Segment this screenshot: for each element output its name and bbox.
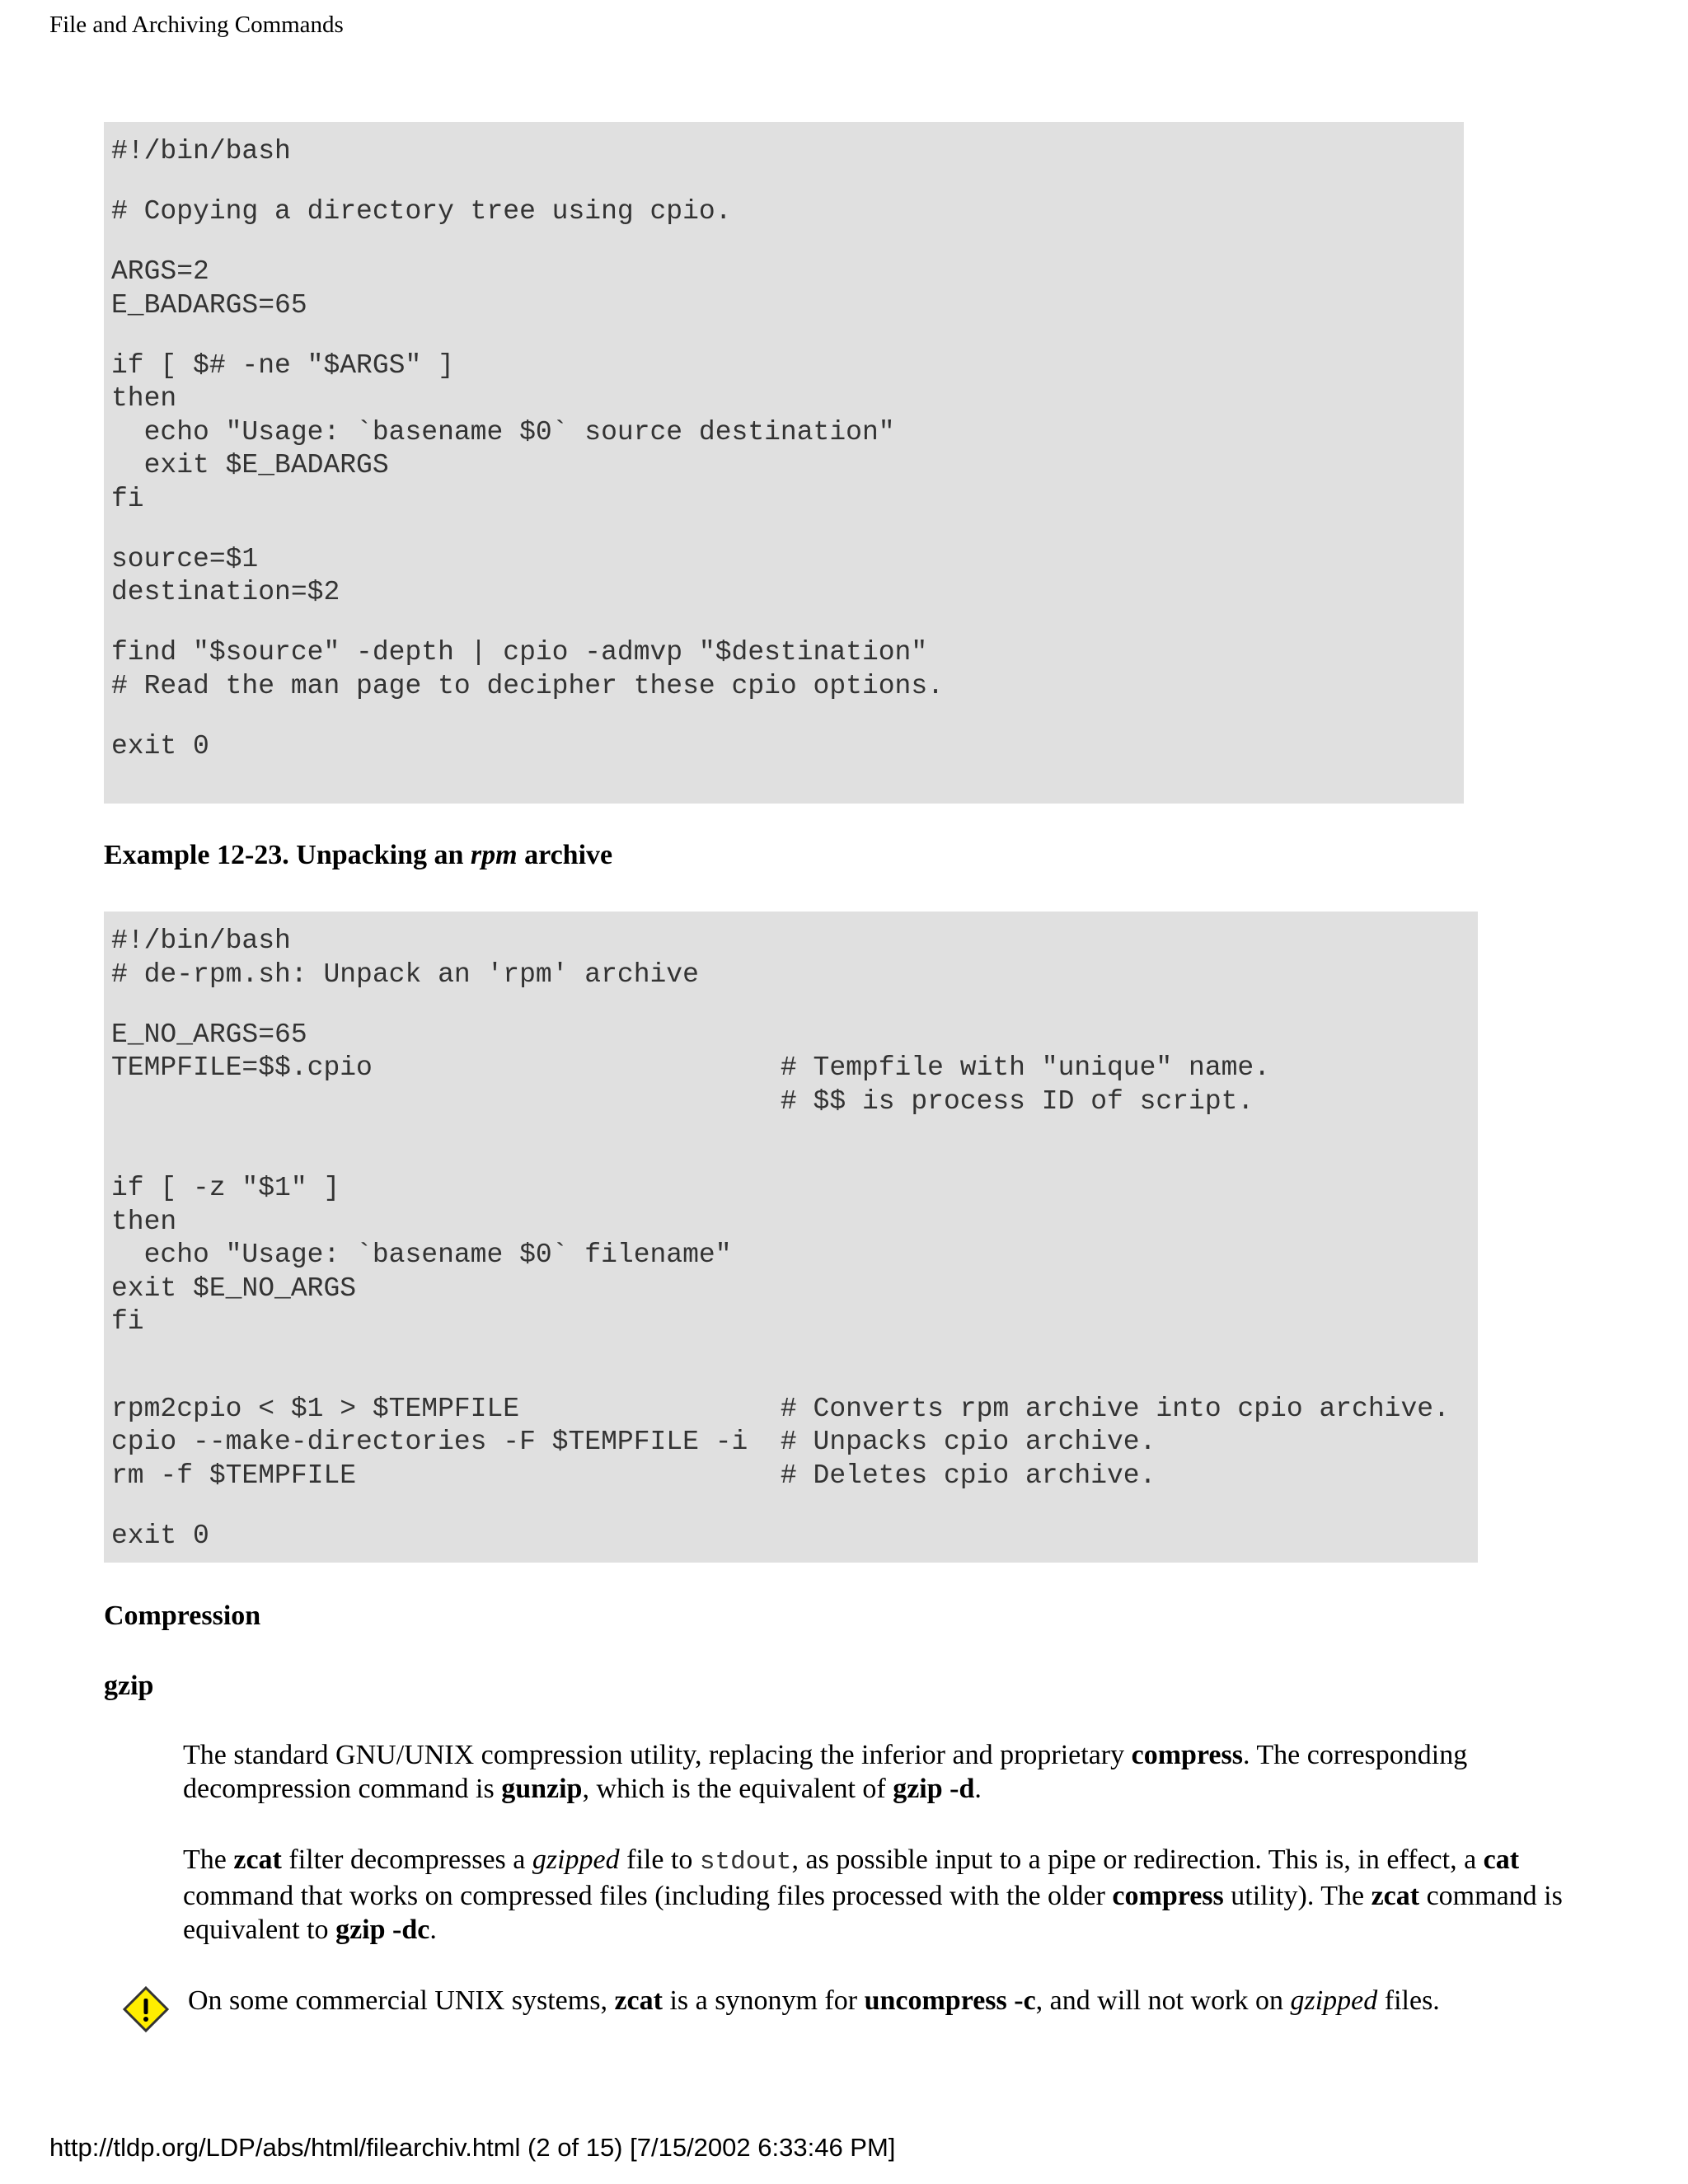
term-gzip: gzip [104,1671,154,1701]
code-line: echo "Usage: `basename $0` filename" [111,1240,732,1270]
text: command that works on compressed files (including files processed with the older [183,1881,1113,1911]
code-line: exit 0 [111,730,209,762]
command-zcat: zcat [1371,1881,1420,1911]
example-title-prefix: Example 12-23. Unpacking an [104,840,471,870]
text: On some commercial UNIX systems, [188,1985,615,2016]
code-line [111,1493,1470,1520]
command-zcat: zcat [614,1985,663,2016]
code-line [111,229,1456,256]
code-line [111,1366,1470,1393]
text: . The corresponding decompression command is [183,1740,1468,1804]
code-line: exit $E_NO_ARGS [111,1272,357,1304]
emphasis-gzipped: gzipped [1290,1985,1378,2016]
code-block-copy-directory-tree [104,122,1464,804]
emphasis-gzipped: gzipped [532,1844,620,1875]
code-line: then [111,383,177,414]
text: . [974,1774,982,1804]
command-gunzip: gunzip [501,1774,583,1804]
code-line: source=$1 [111,543,259,574]
code-line: if [ -z "$1" ] [111,1173,340,1203]
code-line: exit 0 [111,1520,209,1551]
text: The standard GNU/UNIX compression utility, replacing the inferior and proprietary [183,1740,1132,1770]
command-gzip-d: gzip -d [893,1774,975,1804]
example-title [104,838,612,873]
code-line: exit $E_BADARGS [111,450,389,480]
code-line: TEMPFILE=$$.cpio # Tempfile with "unique" name. [111,1052,1271,1083]
code-line [111,991,1470,1019]
example-title-rpm: rpm [470,840,518,870]
text: , and will not work on [1035,1985,1291,2016]
text: files. [1377,1985,1440,2016]
page-header-title: File and Archiving Commands [49,12,344,38]
code-line [111,1339,1470,1366]
code-line: # $$ is process ID of script. [111,1085,1254,1117]
text: The [183,1844,234,1875]
warning-icon [122,1985,170,2033]
command-compress: compress [1112,1881,1224,1911]
code-line: E_BADARGS=65 [111,289,307,321]
code-line: # Copying a directory tree using cpio. [111,196,732,227]
code-line: rpm2cpio < $1 > $TEMPFILE # Converts rpm archive into cpio archive. [111,1393,1450,1424]
code-line: rm -f $TEMPFILE # Deletes cpio archive. [111,1460,1156,1491]
literal-stdout: stdout [699,1848,792,1877]
code-line: # de-rpm.sh: Unpack an 'rpm' archive [111,958,699,990]
text: . [429,1915,437,1945]
code-line: # Read the man page to decipher these cpio options. [111,670,944,701]
page-footer-url: http://tldp.org/LDP/abs/html/filearchiv.html (2 of 15) [7/15/2002 6:33:46 PM] [49,2133,896,2162]
code-line [111,1146,1470,1173]
text: , as possible input to a pipe or redirection. This is, in effect, a [791,1844,1484,1875]
code-line: then [111,1206,177,1237]
text: is a synonym for [662,1985,865,2016]
code-line: if [ $# -ne "$ARGS" ] [111,349,454,381]
code-line [111,169,1456,196]
code-line: fi [111,1306,144,1337]
code-line: fi [111,483,144,514]
text: file to [619,1844,700,1875]
code-line: ARGS=2 [111,256,209,287]
code-line [111,516,1456,543]
text: command is equivalent to [183,1881,1563,1945]
command-cat: cat [1483,1844,1520,1875]
code-line: cpio --make-directories -F $TEMPFILE -i # Unpacks cpio archive. [111,1427,1156,1457]
command-compress: compress [1131,1740,1243,1770]
code-line: destination=$2 [111,577,340,607]
command-zcat: zcat [233,1844,282,1875]
code-line [111,610,1456,637]
code-line [111,322,1456,349]
command-gzip-dc: gzip -dc [335,1915,430,1945]
code-line: #!/bin/bash [111,136,291,166]
gzip-description-paragraph [183,1738,1568,1806]
example-title-suffix: archive [517,840,613,870]
code-line: #!/bin/bash [111,926,291,956]
code-line: echo "Usage: `basename $0` source destination" [111,416,895,448]
section-heading-compression: Compression [104,1601,261,1631]
code-line [111,703,1456,730]
code-line [111,1118,1470,1146]
text: , which is the equivalent of [582,1774,893,1804]
warning-text [188,1984,1589,2018]
code-line: find "$source" -depth | cpio -admvp "$destination" [111,637,928,668]
text: utility). The [1223,1881,1372,1911]
zcat-description-paragraph [183,1843,1568,1947]
text: filter decompresses a [281,1844,532,1875]
code-line: E_NO_ARGS=65 [111,1019,307,1050]
command-uncompress-c: uncompress -c [864,1985,1036,2016]
code-block-de-rpm [104,912,1478,1563]
